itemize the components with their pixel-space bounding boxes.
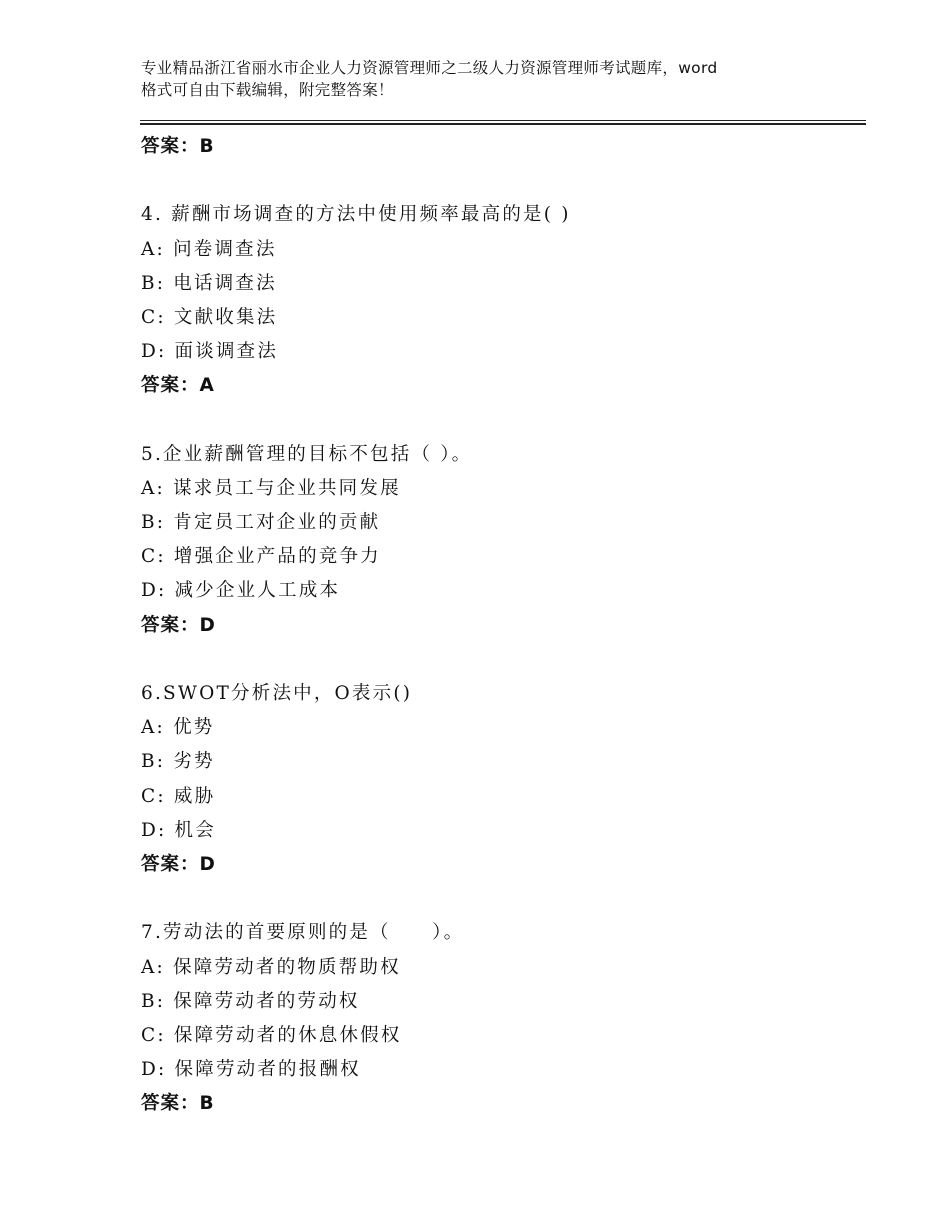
option-d: D: 面谈调查法 (141, 341, 279, 363)
option-a: A: 保障劳动者的物质帮助权 (141, 956, 401, 978)
question-4 (141, 198, 861, 403)
answer: 答案：D (141, 853, 216, 875)
option-c: C: 保障劳动者的休息休假权 (141, 1024, 402, 1046)
option-b: B: 电话调查法 (141, 272, 277, 294)
answer: 答案：A (141, 375, 215, 397)
spacer (141, 164, 861, 198)
option-a: A: 谋求员工与企业共同发展 (141, 477, 401, 499)
option-b: B: 肯定员工对企业的贡献 (141, 512, 381, 534)
option-a: A: 问卷调查法 (141, 238, 277, 260)
question-stem: 5.企业薪酬管理的目标不包括（ ）。 (141, 443, 473, 465)
spacer (141, 643, 861, 677)
question-6 (141, 677, 861, 882)
question-5 (141, 438, 861, 643)
option-c: C: 文献收集法 (141, 306, 278, 328)
option-c: C: 增强企业产品的竞争力 (141, 546, 381, 568)
document-body (141, 130, 861, 1121)
spacer (141, 882, 861, 916)
header-divider-thin (140, 120, 866, 121)
option-b: B: 保障劳动者的劳动权 (141, 990, 360, 1012)
option-d: D: 机会 (141, 819, 216, 841)
option-a: A: 优势 (141, 717, 215, 739)
header-line-2: 格式可自由下载编辑，附完整答案！ (141, 81, 394, 99)
header-line-1: 专业精品浙江省丽水市企业人力资源管理师之二级人力资源管理师考试题库，word (141, 59, 718, 77)
spacer (141, 404, 861, 438)
question-stem: 7.劳动法的首要原则的是（ ）。 (141, 922, 465, 944)
answer: 答案：D (141, 614, 216, 636)
answer-q3: 答案：B (141, 136, 215, 157)
question-7 (141, 916, 861, 1121)
header-divider-thick (140, 123, 866, 125)
option-c: C: 威胁 (141, 785, 216, 807)
answer: 答案：B (141, 1093, 215, 1115)
document-header (141, 57, 841, 101)
option-d: D: 减少企业人工成本 (141, 580, 341, 602)
option-b: B: 劣势 (141, 751, 215, 773)
question-stem: 6.SWOT分析法中，O表示() (141, 683, 413, 704)
option-d: D: 保障劳动者的报酬权 (141, 1059, 361, 1081)
question-stem: 4. 薪酬市场调查的方法中使用频率最高的是( ) (141, 204, 571, 226)
